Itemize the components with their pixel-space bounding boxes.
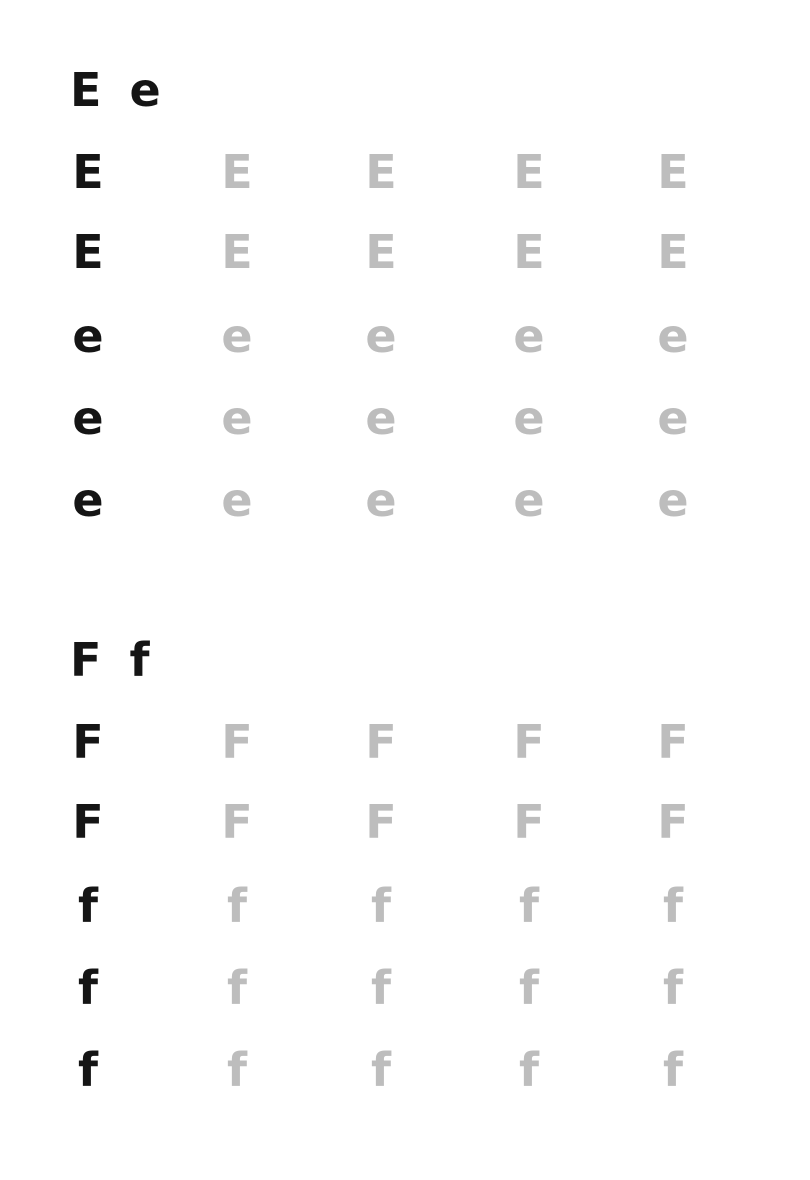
trace-letter: E <box>221 225 253 279</box>
trace-letter: f <box>518 879 539 933</box>
trace-letter: e <box>365 309 397 363</box>
trace-letter: f <box>518 961 539 1015</box>
trace-letter: e <box>513 391 545 445</box>
trace-letter: E <box>657 225 689 279</box>
model-letter: f <box>77 879 98 933</box>
trace-letter: e <box>221 473 253 527</box>
trace-letter: e <box>513 309 545 363</box>
trace-letter: e <box>513 473 545 527</box>
section-heading <box>70 630 149 690</box>
trace-letter: E <box>657 145 689 199</box>
trace-letter: E <box>365 145 397 199</box>
trace-letter: f <box>226 961 247 1015</box>
model-letter: E <box>72 225 104 279</box>
model-letter: e <box>72 309 104 363</box>
practice-row <box>0 142 810 202</box>
practice-row <box>0 792 810 852</box>
trace-letter: e <box>221 309 253 363</box>
model-letter: E <box>72 145 104 199</box>
practice-row <box>0 306 810 366</box>
model-letter: F <box>72 715 104 769</box>
trace-letter: E <box>513 225 545 279</box>
trace-letter: F <box>365 795 397 849</box>
trace-letter: F <box>657 795 689 849</box>
model-letter: F <box>72 795 104 849</box>
trace-letter: E <box>221 145 253 199</box>
practice-row <box>0 876 810 936</box>
practice-row <box>0 712 810 772</box>
model-letter: f <box>77 961 98 1015</box>
practice-row <box>0 388 810 448</box>
trace-letter: f <box>662 1043 683 1097</box>
trace-letter: e <box>221 391 253 445</box>
trace-letter: E <box>513 145 545 199</box>
practice-row <box>0 1040 810 1100</box>
trace-letter: F <box>221 795 253 849</box>
trace-letter: f <box>662 961 683 1015</box>
trace-letter: f <box>662 879 683 933</box>
trace-letter: e <box>365 391 397 445</box>
practice-row <box>0 470 810 530</box>
practice-row <box>0 222 810 282</box>
trace-letter: f <box>370 1043 391 1097</box>
trace-letter: E <box>365 225 397 279</box>
model-letter: e <box>72 473 104 527</box>
trace-letter: F <box>365 715 397 769</box>
trace-letter: f <box>226 1043 247 1097</box>
trace-letter: e <box>657 473 689 527</box>
trace-letter: F <box>221 715 253 769</box>
trace-letter: F <box>513 795 545 849</box>
heading-uppercase: F <box>70 633 102 687</box>
heading-lowercase: f <box>129 633 150 687</box>
trace-letter: F <box>513 715 545 769</box>
trace-letter: e <box>657 309 689 363</box>
heading-lowercase: e <box>129 63 161 117</box>
trace-letter: F <box>657 715 689 769</box>
trace-letter: f <box>370 961 391 1015</box>
trace-letter: f <box>518 1043 539 1097</box>
section-heading <box>70 60 161 120</box>
practice-row <box>0 958 810 1018</box>
trace-letter: f <box>226 879 247 933</box>
model-letter: f <box>77 1043 98 1097</box>
trace-letter: e <box>365 473 397 527</box>
heading-uppercase: E <box>70 63 102 117</box>
trace-letter: f <box>370 879 391 933</box>
trace-letter: e <box>657 391 689 445</box>
model-letter: e <box>72 391 104 445</box>
